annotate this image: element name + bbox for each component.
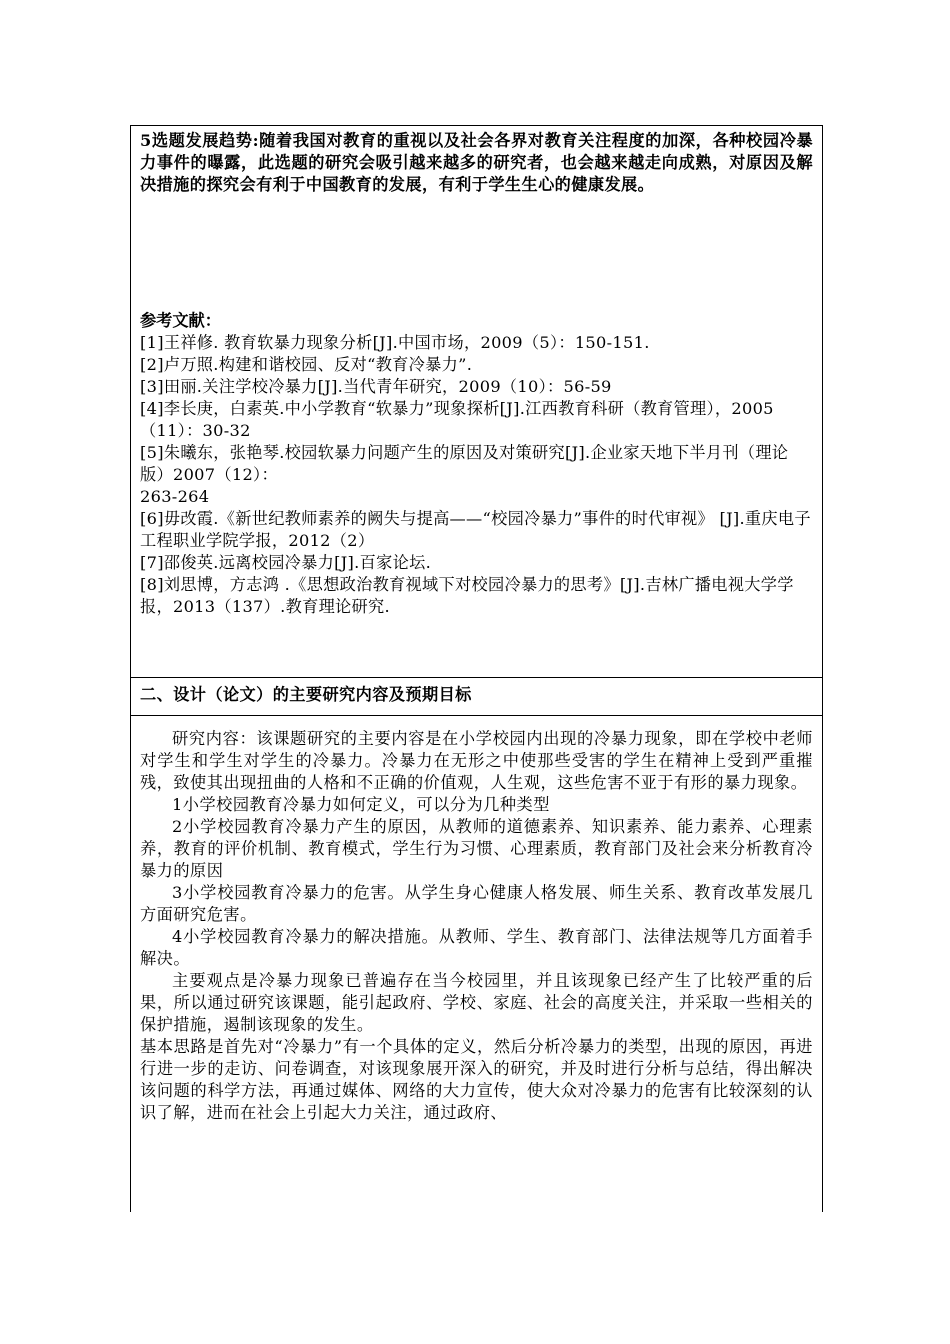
reference-item: [8]刘思博，方志鸿 .《思想政治教育视域下对校园冷暴力的思考》[J].吉林广播电视大学学报，2013（137）.教育理论研究. <box>140 575 794 616</box>
reference-item: [3]田丽.关注学校冷暴力[J].当代青年研究，2009（10）：56-59 <box>140 377 612 396</box>
reference-item: [6]毋改霞.《新世纪教师素养的阙失与提高——“校园冷暴力”事件的时代审视》 [J].重庆电子工程职业学院学报，2012（2） <box>140 509 811 550</box>
reference-item: [7]邵俊英.远离校园冷暴力[J].百家论坛. <box>140 553 432 572</box>
references-block <box>140 310 813 618</box>
reference-item: [5]朱曦东，张艳琴.校园软暴力问题产生的原因及对策研究[J].企业家天地下半月刊（理论版）2007（12）： <box>140 443 789 484</box>
proposal-table <box>130 125 823 1212</box>
basic-approach-paragraph: 基本思路是首先对“冷暴力”有一个具体的定义，然后分析冷暴力的类型，出现的原因，再进行进一步的走访、问卷调查，对该现象展开深入的研究，并及时进行分析与总结，得出解决该问题的科学方法，再通过媒体、网络的大力宣传，使大众对冷暴力的危害有比较深刻的认识了解，进而在社会上引起大力关注，通过政府、 <box>140 1037 813 1122</box>
research-content-cell <box>131 716 822 1212</box>
trend-and-references-cell <box>131 126 822 678</box>
references-title: 参考文献： <box>140 311 221 330</box>
research-point-2: 2小学校园教育冷暴力产生的原因，从教师的道德素养、知识素养、能力素养、心理素养，教育的评价机制、教育模式，学生行为习惯、心理素质，教育部门及社会来分析教育冷暴力的原因 <box>140 817 813 880</box>
research-point-3: 3小学校园教育冷暴力的危害。从学生身心健康人格发展、师生关系、教育改革发展几方面研究危害。 <box>140 883 813 924</box>
topic-trend-paragraph: 5选题发展趋势:随着我国对教育的重视以及社会各界对教育关注程度的加深，各种校园冷暴力事件的曝露，此选题的研究会吸引越来越多的研究者，也会越来越走向成熟，对原因及解决措施的探究会有利于中国教育的发展，有利于学生生心的健康发展。 <box>140 131 813 194</box>
reference-item-continuation: 263-264 <box>140 487 210 506</box>
reference-item: [4]李长庚，白素英.中小学教育“软暴力”现象探析[J].江西教育科研（教育管理），2005（11）：30-32 <box>140 399 774 440</box>
research-point-4: 4小学校园教育冷暴力的解决措施。从教师、学生、教育部门、法律法规等几方面着手解决。 <box>140 927 813 968</box>
main-viewpoint-paragraph: 主要观点是冷暴力现象已普遍存在当今校园里，并且该现象已经产生了比较严重的后果，所以通过研究该课题，能引起政府、学校、家庭、社会的高度关注，并采取一些相关的保护措施，遏制该现象的发生。 <box>140 971 813 1034</box>
research-point-1: 1小学校园教育冷暴力如何定义，可以分为几种类型 <box>172 795 550 814</box>
reference-item: [2]卢万照.构建和谐校园、反对“教育冷暴力”. <box>140 355 473 374</box>
section-heading: 二、设计（论文）的主要研究内容及预期目标 <box>131 678 822 716</box>
research-content-paragraph: 研究内容：该课题研究的主要内容是在小学校园内出现的冷暴力现象，即在学校中老师对学生和学生对学生的冷暴力。冷暴力在无形之中使那些受害的学生在精神上受到严重摧残，致使其出现扭曲的人格和不正确的价值观，人生观，这些危害不亚于有形的暴力现象。 <box>140 729 813 792</box>
reference-item: [1]王祥修. 教育软暴力现象分析[J].中国市场，2009（5）：150-151. <box>140 333 650 352</box>
